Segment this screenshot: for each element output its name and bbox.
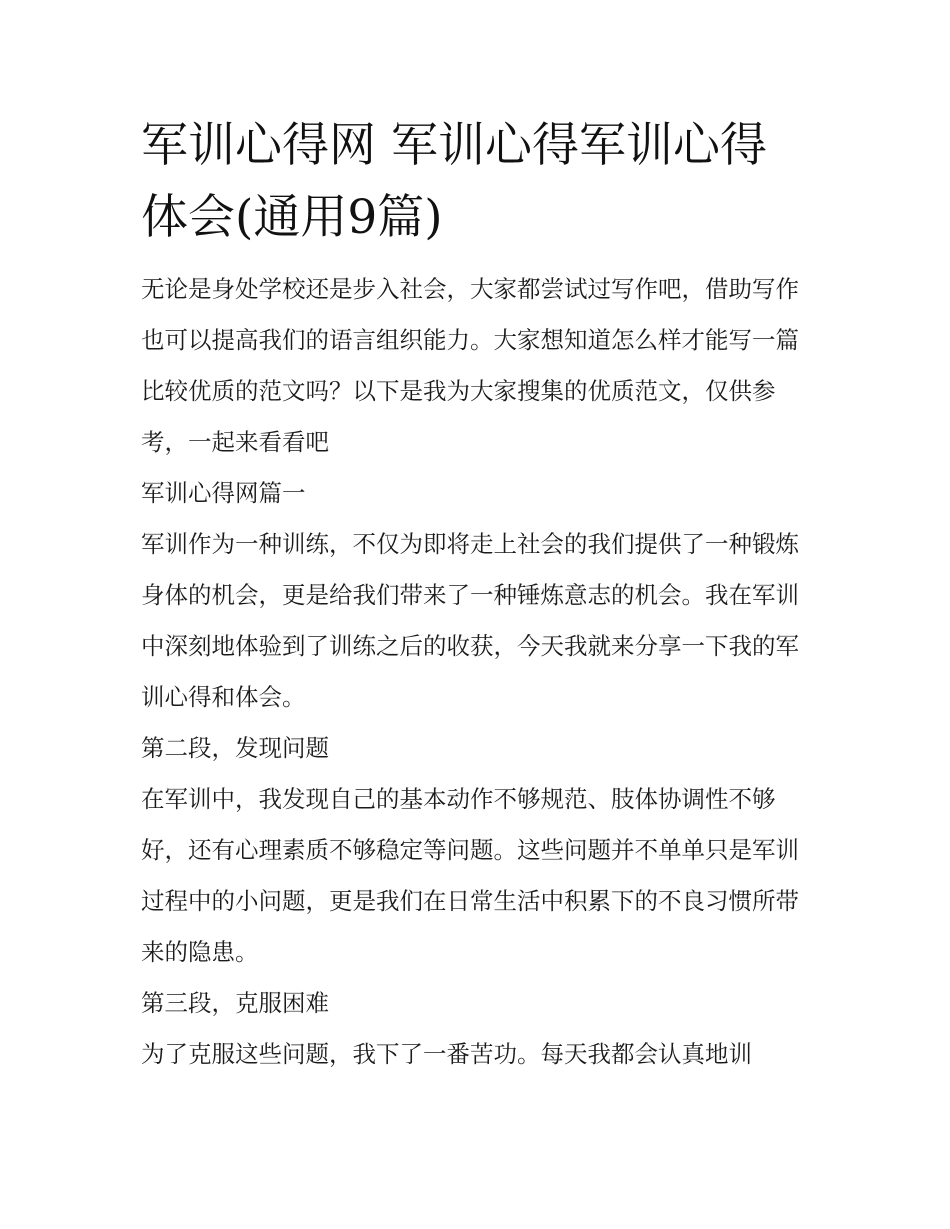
intro-paragraph: 无论是身处学校还是步入社会，大家都尝试过写作吧，借助写作也可以提高我们的语言组织能力。大家想知道怎么样才能写一篇比较优质的范文吗？以下是我为大家搜集的优质范文，仅供参考，一起来看看吧	[141, 275, 799, 456]
section-heading: 第三段，克服困难	[141, 989, 329, 1017]
section-heading: 第二段，发现问题	[141, 734, 329, 762]
document-body	[141, 110, 813, 1080]
document-title: 军训心得网 军训心得军训心得体会(通用9篇)	[141, 118, 767, 245]
body-paragraph: 军训作为一种训练，不仅为即将走上社会的我们提供了一种锻炼身体的机会，更是给我们带来了一种锤炼意志的机会。我在军训中深刻地体验到了训练之后的收获，今天我就来分享一下我的军训心得和体会。	[141, 530, 799, 711]
body-paragraph: 为了克服这些问题，我下了一番苦功。每天我都会认真地训	[141, 1040, 752, 1068]
body-paragraph: 在军训中，我发现自己的基本动作不够规范、肢体协调性不够好，还有心理素质不够稳定等问题。这些问题并不单单只是军训过程中的小问题，更是我们在日常生活中积累下的不良习惯所带来的隐患。	[141, 785, 799, 966]
section-heading: 军训心得网篇一	[141, 479, 306, 507]
